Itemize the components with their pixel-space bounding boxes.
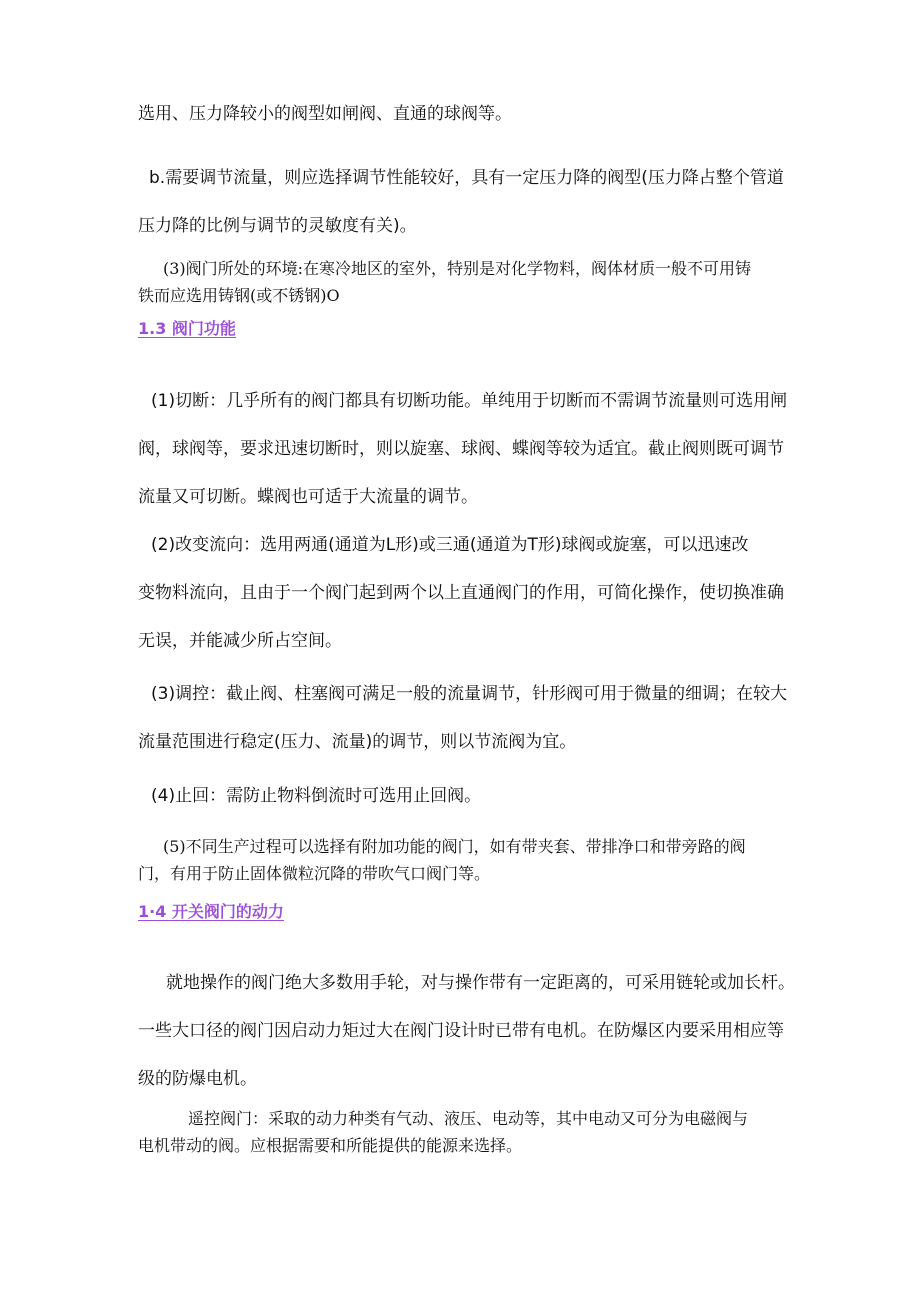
paragraph-line: 铁而应选用铸钢(或不锈钢)O [138, 286, 340, 305]
paragraph-line: 级的防爆电机。 [138, 1069, 257, 1089]
paragraph-line: 一些大口径的阀门因启动力矩过大在阀门设计时已带有电机。在防爆区内要采用相应等 [138, 1021, 784, 1041]
paragraph-line: 选用、压力降较小的阀型如闸阀、直通的球阀等。 [138, 104, 512, 124]
paragraph-line: 门，有用于防止固体微粒沉降的带吹气口阀门等。 [138, 864, 491, 883]
paragraph-line: 电机带动的阀。应根据需要和所能提供的能源来选择。 [138, 1136, 523, 1155]
paragraph-line: (1)切断：几乎所有的阀门都具有切断功能。单纯用于切断而不需调节流量则可选用闸 [151, 391, 788, 411]
paragraph-line: b.需要调节流量，则应选择调节性能较好，具有一定压力降的阀型(压力降占整个管道 [149, 168, 784, 188]
section-heading-1-4: 1·4 开关阀门的动力 [138, 902, 284, 921]
paragraph-line: (3)阀门所处的环境:在寒冷地区的室外，特别是对化学物料，阀体材质一般不可用铸 [163, 259, 752, 278]
paragraph-line: 流量范围进行稳定(压力、流量)的调节，则以节流阀为宜。 [138, 732, 577, 752]
paragraph-line: (5)不同生产过程可以选择有附加功能的阀门，如有带夹套、带排净口和带旁路的阀 [163, 837, 746, 856]
paragraph-line: 遥控阀门：采取的动力种类有气动、液压、电动等，其中电动又可分为电磁阀与 [188, 1109, 749, 1128]
paragraph-line: 变物料流向，且由于一个阀门起到两个以上直通阀门的作用，可简化操作，使切换准确 [138, 583, 784, 603]
section-heading-1-3: 1.3 阀门功能 [138, 319, 236, 338]
paragraph-line: 流量又可切断。蝶阀也可适于大流量的调节。 [138, 487, 478, 507]
paragraph-line: 压力降的比例与调节的灵敏度有关)。 [138, 216, 417, 236]
paragraph-line: 无误，并能减少所占空间。 [138, 631, 342, 651]
paragraph-line: 阀，球阀等，要求迅速切断时，则以旋塞、球阀、蝶阀等较为适宜。截止阀则既可调节 [138, 439, 784, 459]
paragraph-line: (4)止回：需防止物料倒流时可选用止回阀。 [151, 786, 482, 806]
paragraph-line: (2)改变流向：选用两通(通道为L形)或三通(通道为T形)球阀或旋塞，可以迅速改 [151, 535, 749, 555]
paragraph-line: (3)调控：截止阀、柱塞阀可满足一般的流量调节，针形阀可用于微量的细调；在较大 [151, 684, 788, 704]
paragraph-line: 就地操作的阀门绝大多数用手轮，对与操作带有一定距离的，可采用链轮或加长杆。 [166, 973, 795, 993]
